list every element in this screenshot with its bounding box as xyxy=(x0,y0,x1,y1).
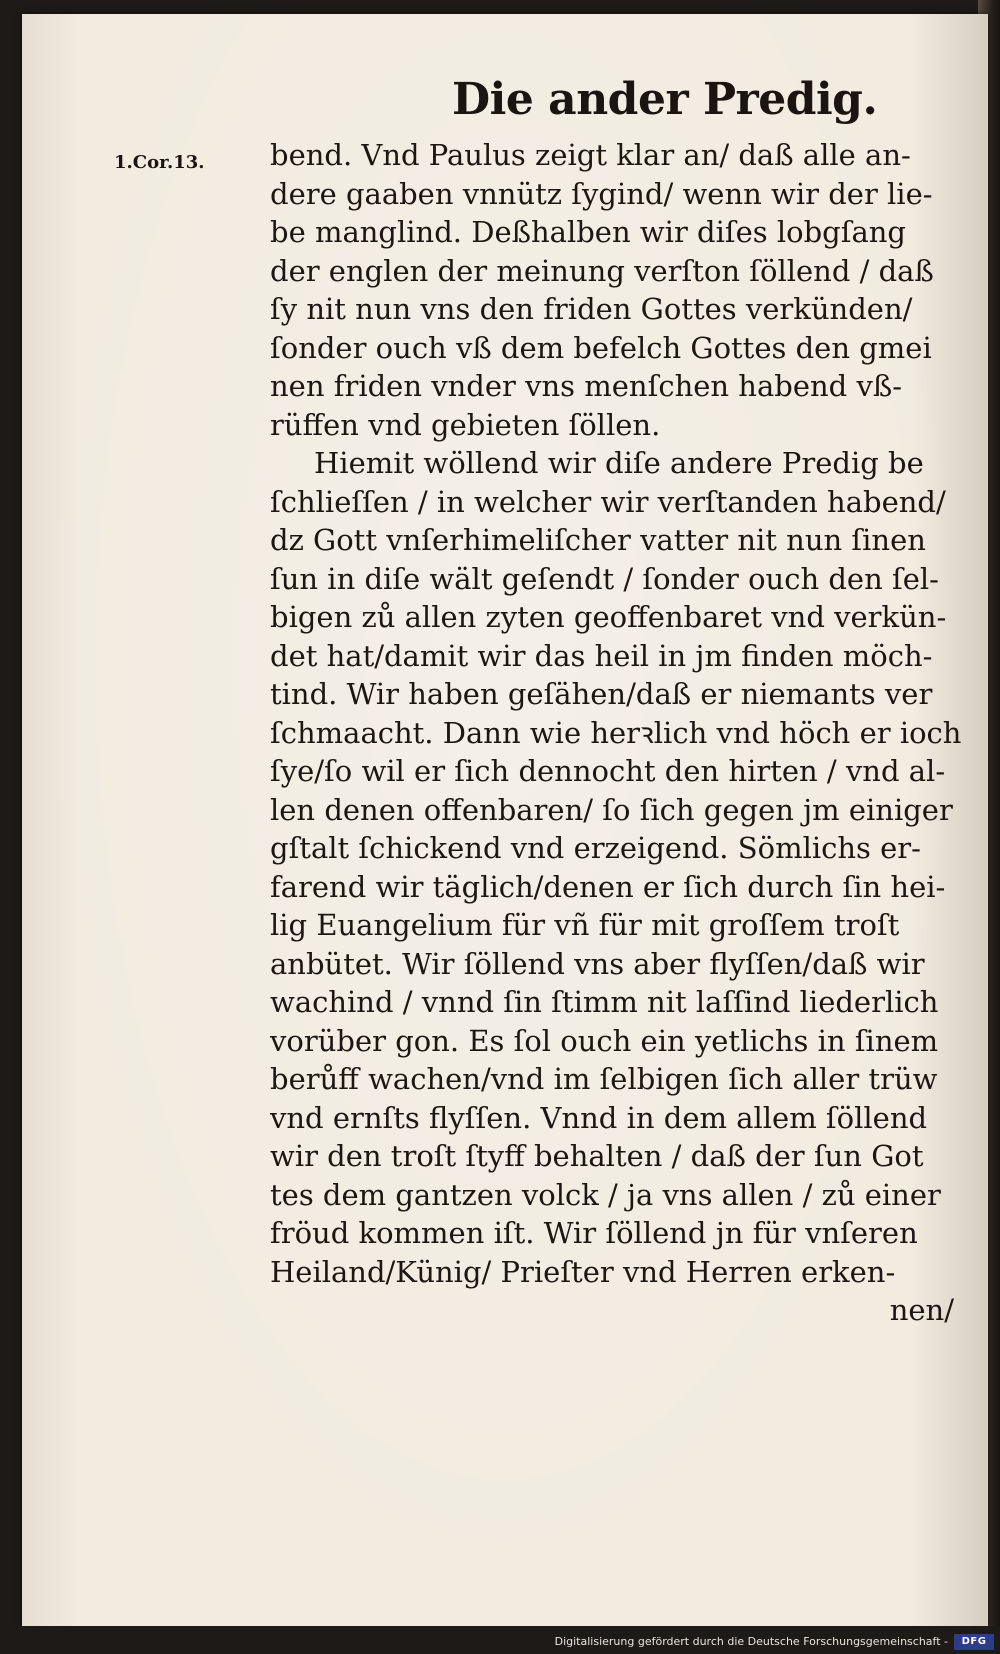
dfg-logo: DFG xyxy=(954,1634,994,1650)
text-line: fröud kommen iſt. Wir ſöllend jn für vnſeren xyxy=(270,1216,918,1250)
text-line: ſy nit nun vns den friden Gottes verkünden/ xyxy=(270,292,913,326)
text-line: dz Gott vnſerhimeliſcher vatter nit nun ſinen xyxy=(270,523,926,557)
text-line: gſtalt ſchickend vnd erzeigend. Sömlichs er- xyxy=(270,831,921,865)
text-line: anbütet. Wir ſöllend vns aber flyſſen/daß wir xyxy=(270,946,925,981)
text-line: vorüber gon. Es ſol ouch ein yetlichs in ſinem xyxy=(270,1023,939,1058)
footer-band xyxy=(0,1626,1000,1654)
body-text xyxy=(270,136,970,1330)
text-line: der englen der meinung verſton ſöllend / daß xyxy=(270,253,934,288)
text-line: Heiland/Künig/ Prieſter vnd Herren erken- xyxy=(270,1254,896,1289)
text-line: lig Euangelium für vñ für mit groſſem troſt xyxy=(270,908,900,942)
margin-note: 1.Cor.13. xyxy=(114,152,205,173)
text-line: bend. Vnd Paulus zeigt klar an/ daß alle an- xyxy=(270,138,911,172)
funding-credit: Digitalisierung gefördert durch die Deutsche Forschungsgemeinschaft - xyxy=(554,1635,948,1648)
text-line: rüffen vnd gebieten ſöllen. xyxy=(270,407,661,442)
text-line: nen friden vnder vns menſchen habend vß- xyxy=(270,369,903,403)
running-header: Die ander Predig. xyxy=(452,74,878,125)
text-line: Hiemit wöllend wir diſe andere Predig be xyxy=(314,446,924,480)
book-page xyxy=(22,14,988,1626)
text-line: ſun in diſe wält geſendt / ſonder ouch den ſel- xyxy=(270,561,939,596)
text-line: ſye/ſo wil er ſich dennocht den hirten / vnd al- xyxy=(270,754,946,788)
text-line: wachind / vnnd ſin ſtimm nit laſſind liederlich xyxy=(270,985,939,1019)
text-line: bigen zů allen zyten geoffenbaret vnd verkün- xyxy=(270,600,947,634)
text-line: ſchlieſſen / in welcher wir verſtanden habend/ xyxy=(270,484,946,519)
text-line: det hat/damit wir das heil in jm finden möch- xyxy=(270,638,933,673)
text-line: dere gaaben vnnütz ſygind/ wenn wir der lie- xyxy=(270,176,933,211)
catchword: nen/ xyxy=(889,1293,954,1327)
text-line: len denen offenbaren/ ſo ſich gegen jm einiger xyxy=(270,792,953,827)
text-line: tind. Wir haben geſähen/daß er niemants ver xyxy=(270,677,933,711)
text-line: tes dem gantzen volck / ja vns allen / zů einer xyxy=(270,1177,941,1212)
text-line: wir den troſt ſtyff behalten / daß der ſun Got xyxy=(270,1139,924,1173)
text-line: farend wir täglich/denen er ſich durch ſin hei- xyxy=(270,869,946,904)
text-line: ſchmaacht. Dann wie herꝛlich vnd höch er ioch xyxy=(270,715,962,750)
text-line: ſonder ouch vß dem befelch Gottes den gmei xyxy=(270,330,932,365)
page-content xyxy=(22,14,988,1626)
text-line: vnd ernſts flyſſen. Vnnd in dem allem ſöllend xyxy=(270,1100,928,1135)
text-line: be manglind. Deßhalben wir diſes lobgſang xyxy=(270,215,906,249)
text-line: berůff wachen/vnd im ſelbigen ſich aller trüw xyxy=(270,1062,938,1096)
